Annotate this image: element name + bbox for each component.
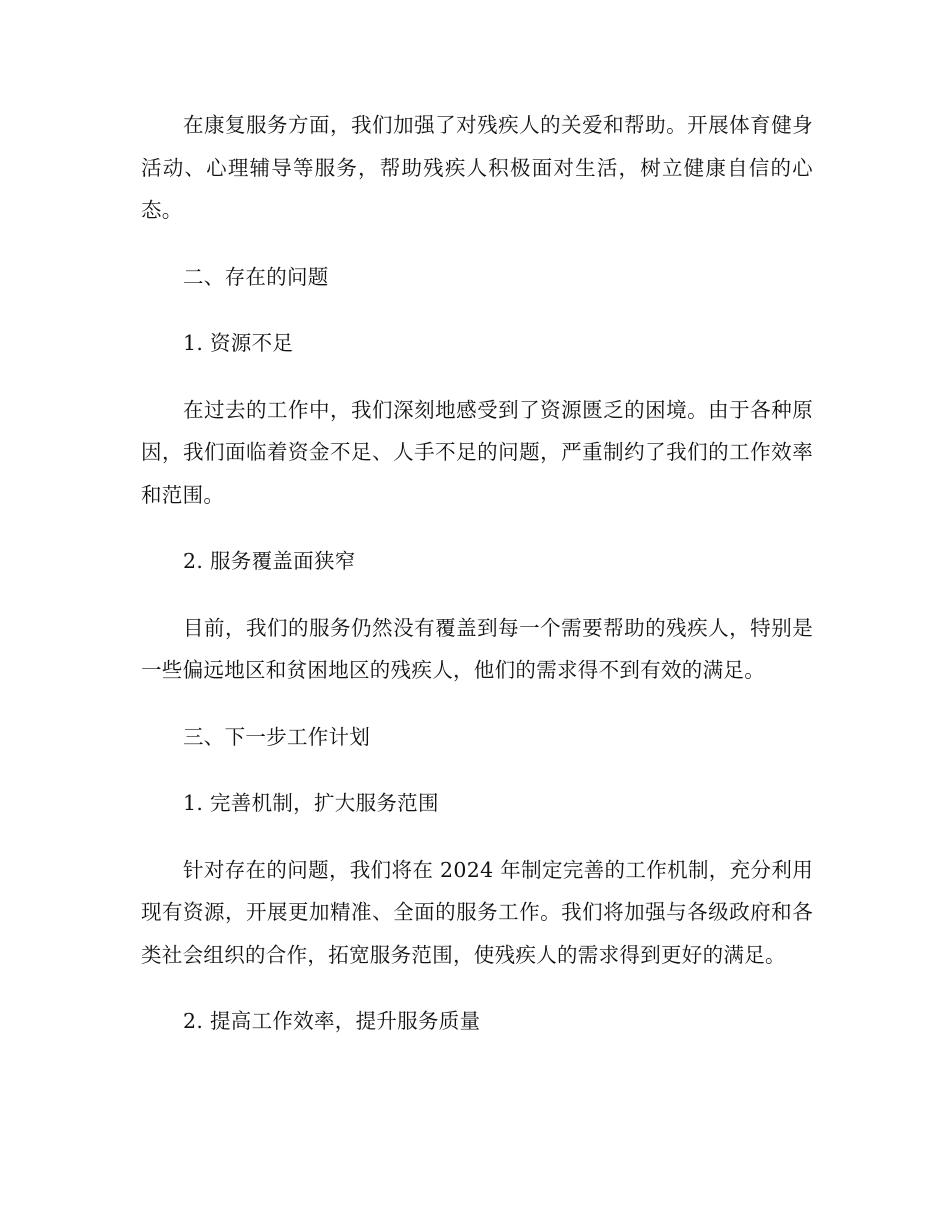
paragraph-rehab-services: 在康复服务方面，我们加强了对残疾人的关爱和帮助。开展体育健身活动、心理辅导等服务，帮助残疾人积极面对生活，树立健康自信的心态。 [141,113,813,222]
section-heading-problems: 二、存在的问题 [183,264,329,289]
subheading-insufficient-resources: 1. 资源不足 [183,331,294,355]
paragraph-mechanism: 针对存在的问题，我们将在 2024 年制定完善的工作机制，充分利用现有资源，开展更加精准、全面的服务工作。我们将加强与各级政府和各类社会组织的合作，拓宽服务范围，使残疾人的需求得到更好的满足。 [141,857,813,967]
paragraph-coverage: 目前，我们的服务仍然没有覆盖到每一个需要帮助的残疾人，特别是一些偏远地区和贫困地区的残疾人，他们的需求得不到有效的满足。 [141,615,813,682]
subheading-improve-efficiency: 2. 提高工作效率，提升服务质量 [183,1009,481,1033]
section-heading-next-plan: 三、下一步工作计划 [183,724,371,749]
paragraph-resources: 在过去的工作中，我们深刻地感受到了资源匮乏的困境。由于各种原因，我们面临着资金不足、人手不足的问题，严重制约了我们的工作效率和范围。 [141,397,813,507]
subheading-narrow-coverage: 2. 服务覆盖面狭窄 [183,549,356,573]
subheading-improve-mechanism: 1. 完善机制，扩大服务范围 [183,791,439,815]
document-body [141,104,813,1067]
